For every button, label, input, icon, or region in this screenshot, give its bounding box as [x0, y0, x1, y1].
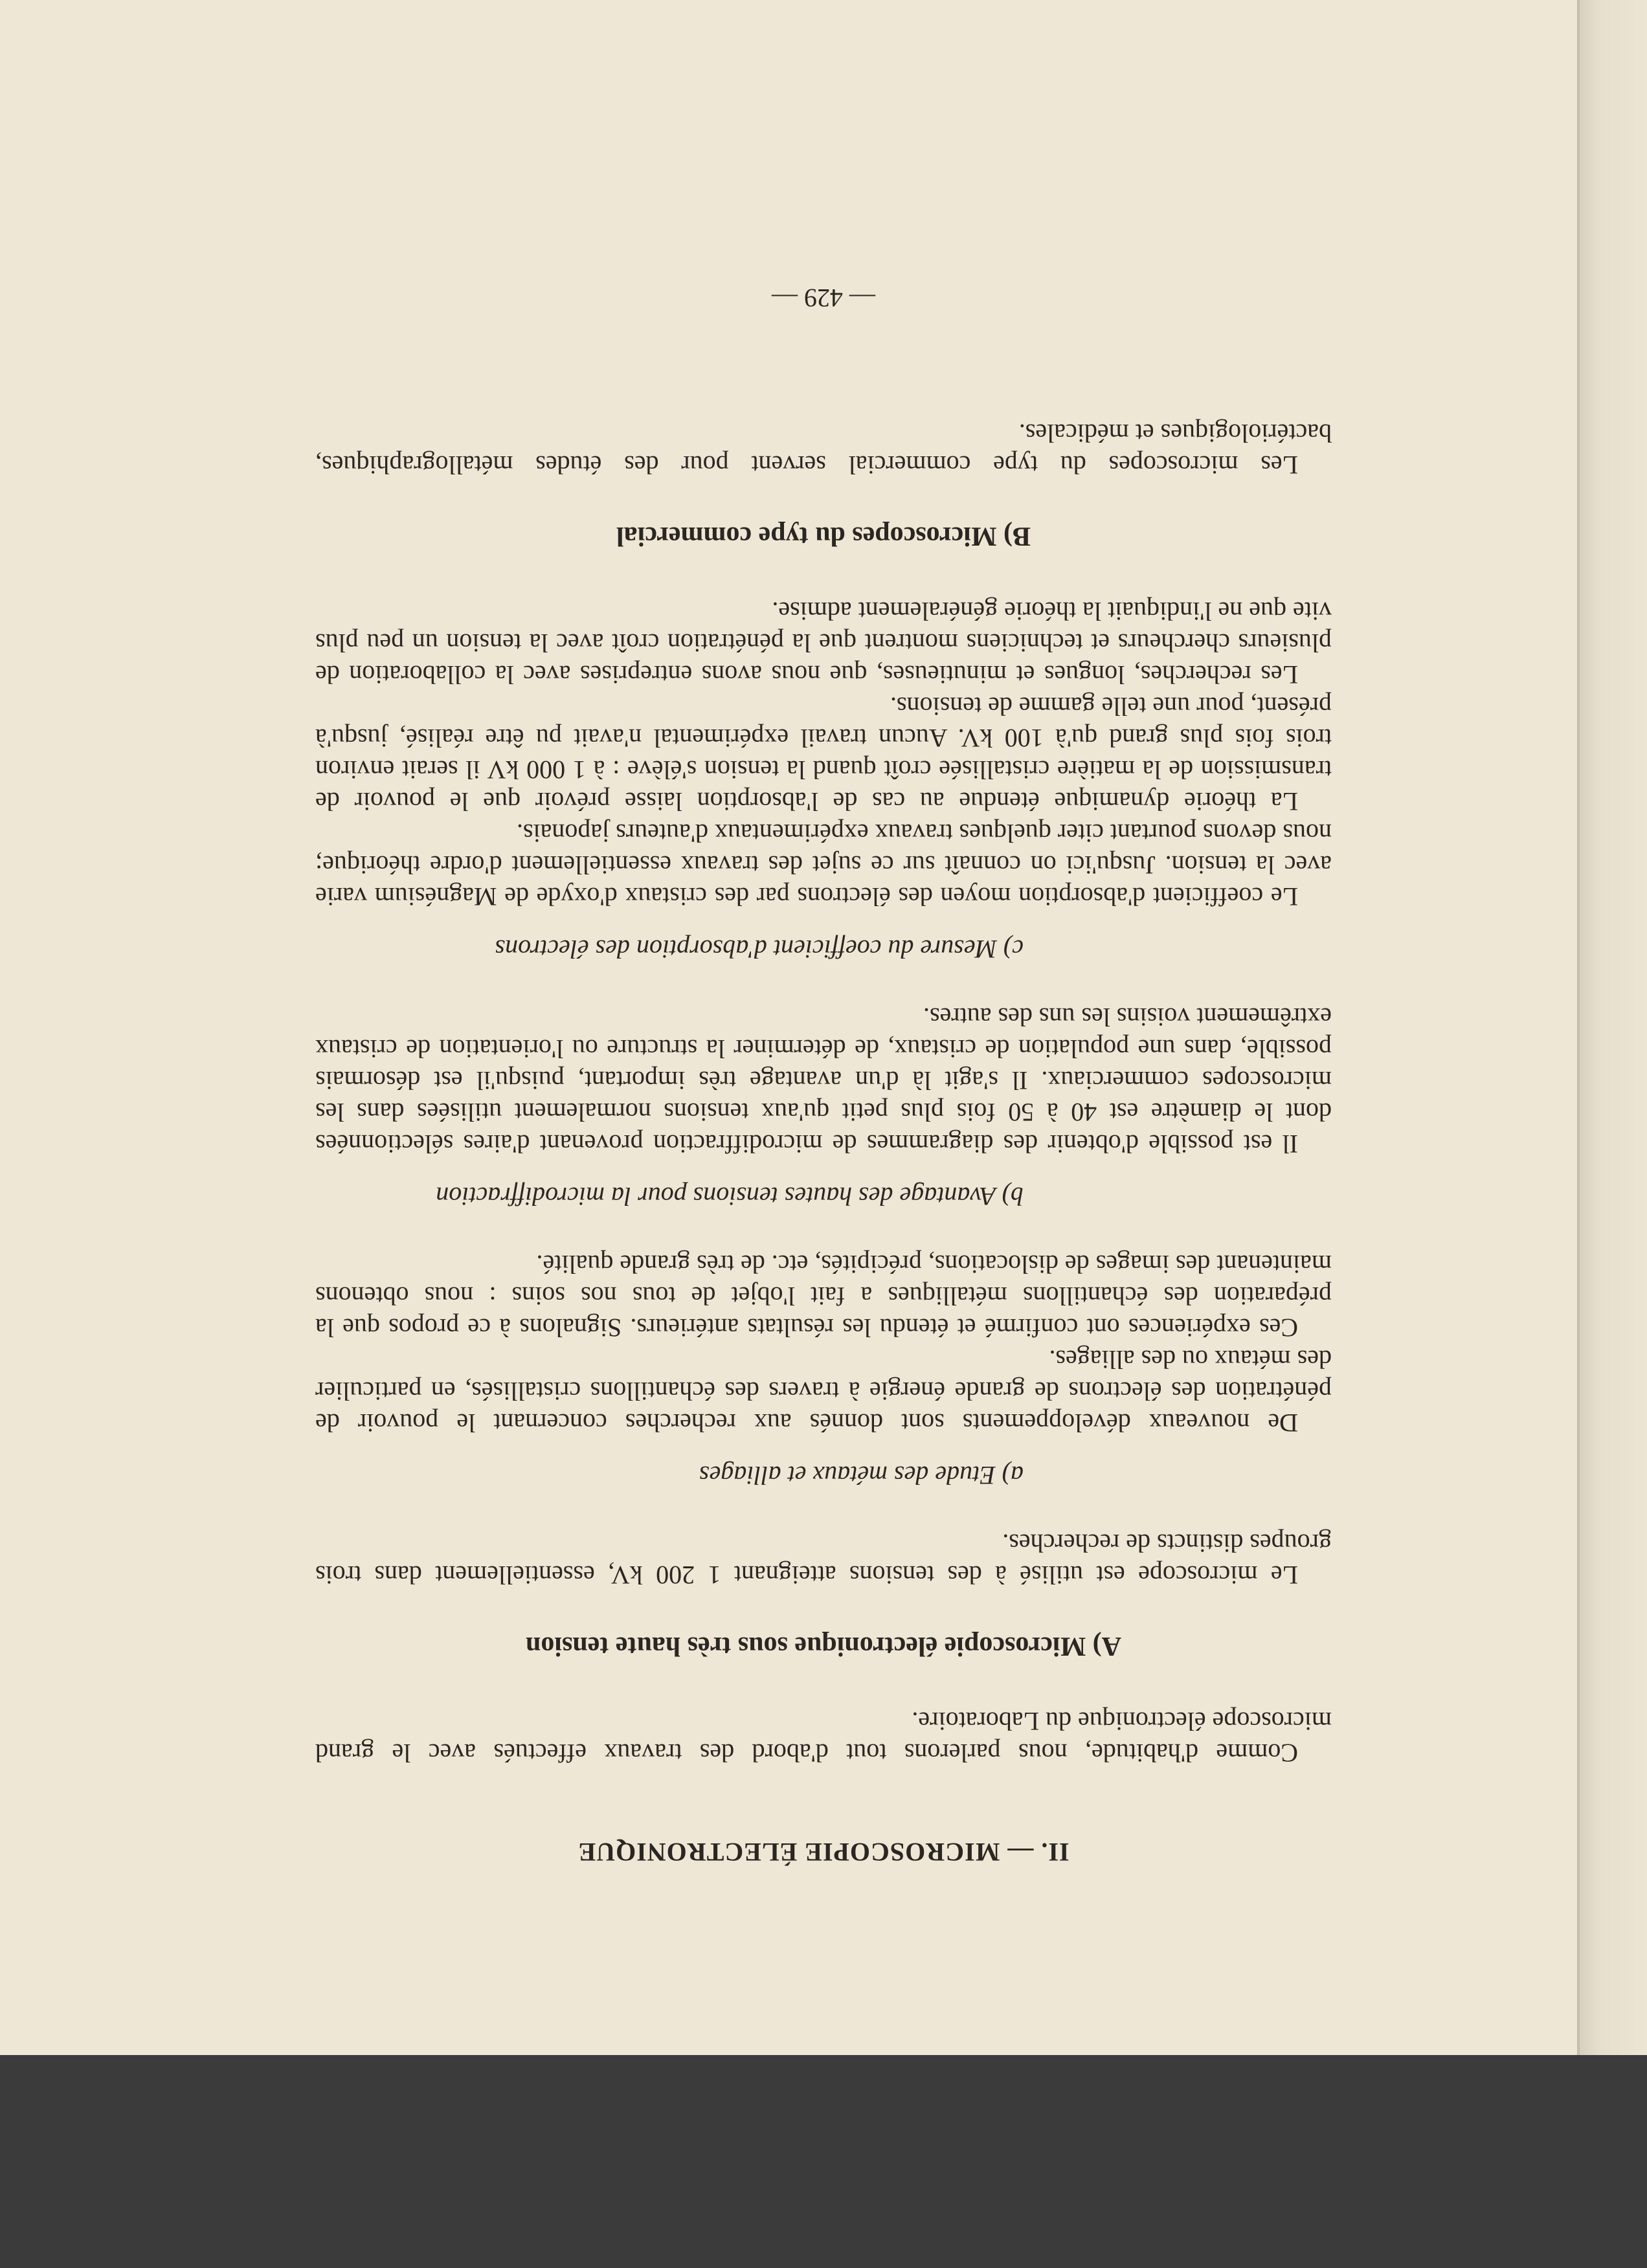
paragraph: La théorie dynamique étendue au cas de l'absorption laisse prévoir que le pouvoir de transmission de la matière cristallisée croît quand la tension s'élève : à 1 000 kV il serait environ trois fois plus grand qu'à 100 kV. Aucun travail expérimental n'avait pu être réalisé, jusqu'à présent, pour une telle gamme de tensions. — [315, 692, 1332, 816]
section-a-intro: Le microscope est utilisé à des tensions atteignant 1 200 kV, essentiellement dans trois groupes distincts de recherches. — [315, 1529, 1332, 1590]
page-number: — 429 — — [772, 284, 875, 313]
adjacent-page-edge — [1580, 0, 1647, 2055]
paragraph: Les microscopes du type commercial servent pour des études métallographiques, bactériologiques et médicales. — [315, 419, 1332, 480]
subsection-a-heading: a) Etude des métaux et alliages — [699, 1461, 1024, 1490]
rotated-text-block — [315, 246, 1332, 1877]
subsection-c-heading: c) Mesure du coefficient d'absorption des électrons — [495, 935, 1024, 964]
paragraph: De nouveaux développements sont donnés aux recherches concernant le pouvoir de pénétration des électrons de grande énergie à travers des échantillons cristallisés, en particulier des métaux ou des alliages. — [315, 1345, 1332, 1438]
paragraph: Les recherches, longues et minutieuses, que nous avons entreprises avec la collaboration de plusieurs chercheurs et techniciens montrent que la pénétration croît avec la tension un peu plus vite que ne l'indiquait la théorie généralement admise. — [315, 597, 1332, 689]
paragraph: Il est possible d'obtenir des diagrammes de microdiffraction provenant d'aires sélectionnées dont le diamètre est 40 à 50 fois plus petit qu'aux tensions normalement utilisées dans les microscopes commerciaux. Il s'agit là d'un avantage très important, puisqu'il est désormais possible, dans une population de cristaux, de déterminer la structure ou l'orientation de cristaux extrêmement voisins les uns des autres. — [315, 1003, 1332, 1159]
section-a-heading: A) Microscopie électronique sous très haute tension — [525, 1631, 1122, 1661]
intro-paragraph: Comme d'habitude, nous parlerons tout d'abord des travaux effectués avec le grand microscope électronique du Laboratoire. — [315, 1707, 1332, 1768]
paragraph: Ces expériences ont confirmé et étendu les résultats antérieurs. Signalons à ce propos que la préparation des échantillons métalliques a fait l'objet de tous nos soins : nous obtenons maintenant des images de dislocations, précipités, etc. de très grande qualité. — [315, 1250, 1332, 1342]
chapter-title: II. — MICROSCOPIE ÉLECTRONIQUE — [577, 1838, 1070, 1867]
section-b-heading: B) Microscopes du type commercial — [616, 521, 1031, 551]
subsection-b-heading: b) Avantage des hautes tensions pour la microdiffraction — [436, 1182, 1024, 1211]
paragraph: Le coefficient d'absorption moyen des électrons par des cristaux d'oxyde de Magnésium varie avec la tension. Jusqu'ici on connaît sur ce sujet des travaux essentiellement d'ordre théorique; nous devons pourtant citer quelques travaux expérimentaux d'auteurs japonais. — [315, 819, 1332, 911]
